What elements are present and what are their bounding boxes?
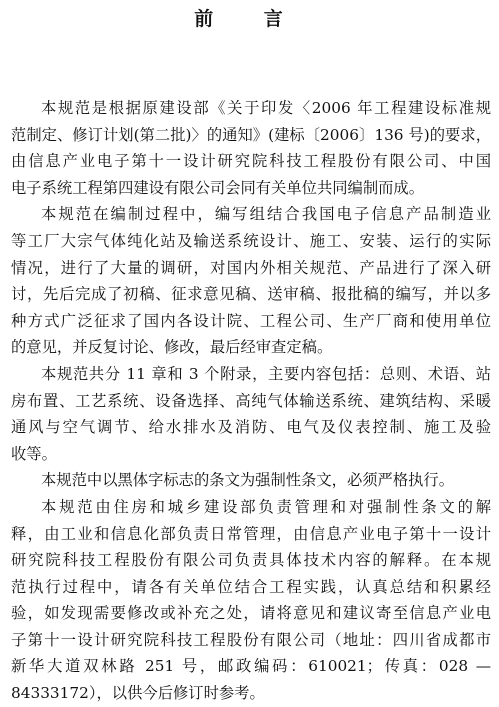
text-line: 本规范是根据原建设部《关于印发〈2006 年工程建设标准规 <box>41 99 491 117</box>
text-line: 释，由工业和信息化部负责日常管理，由信息产业电子第十一设计 <box>11 524 491 543</box>
page-title: 前 言 <box>194 8 305 30</box>
text-line: 84333172），以供今后修订时参考。 <box>11 684 265 703</box>
text-line: 房布置、工艺系统、设备选择、高纯气体输送系统、建筑结构、采暖 <box>11 391 491 410</box>
text-line: 新华大道双林路 251 号，邮政编码：610021；传真：028 — <box>11 657 491 676</box>
text-line: 本规范中以黑体字标志的条文为强制性条文，必须严格执行。 <box>41 471 455 490</box>
text-line: 收等。 <box>11 444 57 463</box>
text-line: 通风与空气调节、给水排水及消防、电气及仪表控制、施工及验 <box>11 418 491 437</box>
text-line: 的意见，并反复讨论、修改，最后经审查定稿。 <box>11 338 333 357</box>
preface-body <box>11 95 491 707</box>
text-line: 验，如发现需要修改或补充之处，请将意见和建议寄至信息产业电 <box>11 604 491 623</box>
text-line: 种方式广泛征求了国内各设计院、工程公司、生产厂商和使用单位 <box>11 311 491 330</box>
text-line: 情况，进行了大量的调研，对国内外相关规范、产品进行了深入研 <box>11 258 491 277</box>
text-line: 由信息产业电子第十一设计研究院科技工程股份有限公司、中国 <box>11 152 491 171</box>
text-line: 本规范共分 11 章和 3 个附录，主要内容包括：总则、术语、站 <box>41 364 491 383</box>
text-line: 讨，先后完成了初稿、征求意见稿、送审稿、报批稿的编写，并以多 <box>11 285 491 304</box>
text-line: 范执行过程中，请各有关单位结合工程实践，认真总结和积累经 <box>11 577 491 596</box>
text-line: 等工厂大宗气体纯化站及输送系统设计、施工、安装、运行的实际 <box>11 231 491 250</box>
text-line: 电子系统工程第四建设有限公司会同有关单位共同编制而成。 <box>11 178 425 197</box>
text-line: 范制定、修订计划(第二批)〉的通知》(建标〔2006〕136 号)的要求， <box>11 125 491 144</box>
text-line: 本规范由住房和城乡建设部负责管理和对强制性条文的解 <box>41 497 491 516</box>
text-line: 子第十一设计研究院科技工程股份有限公司（地址：四川省成都市 <box>11 630 491 649</box>
text-line: 研究院科技工程股份有限公司负责具体技术内容的解释。在本规 <box>11 551 491 570</box>
text-line: 本规范在编制过程中，编写组结合我国电子信息产品制造业 <box>41 205 491 224</box>
